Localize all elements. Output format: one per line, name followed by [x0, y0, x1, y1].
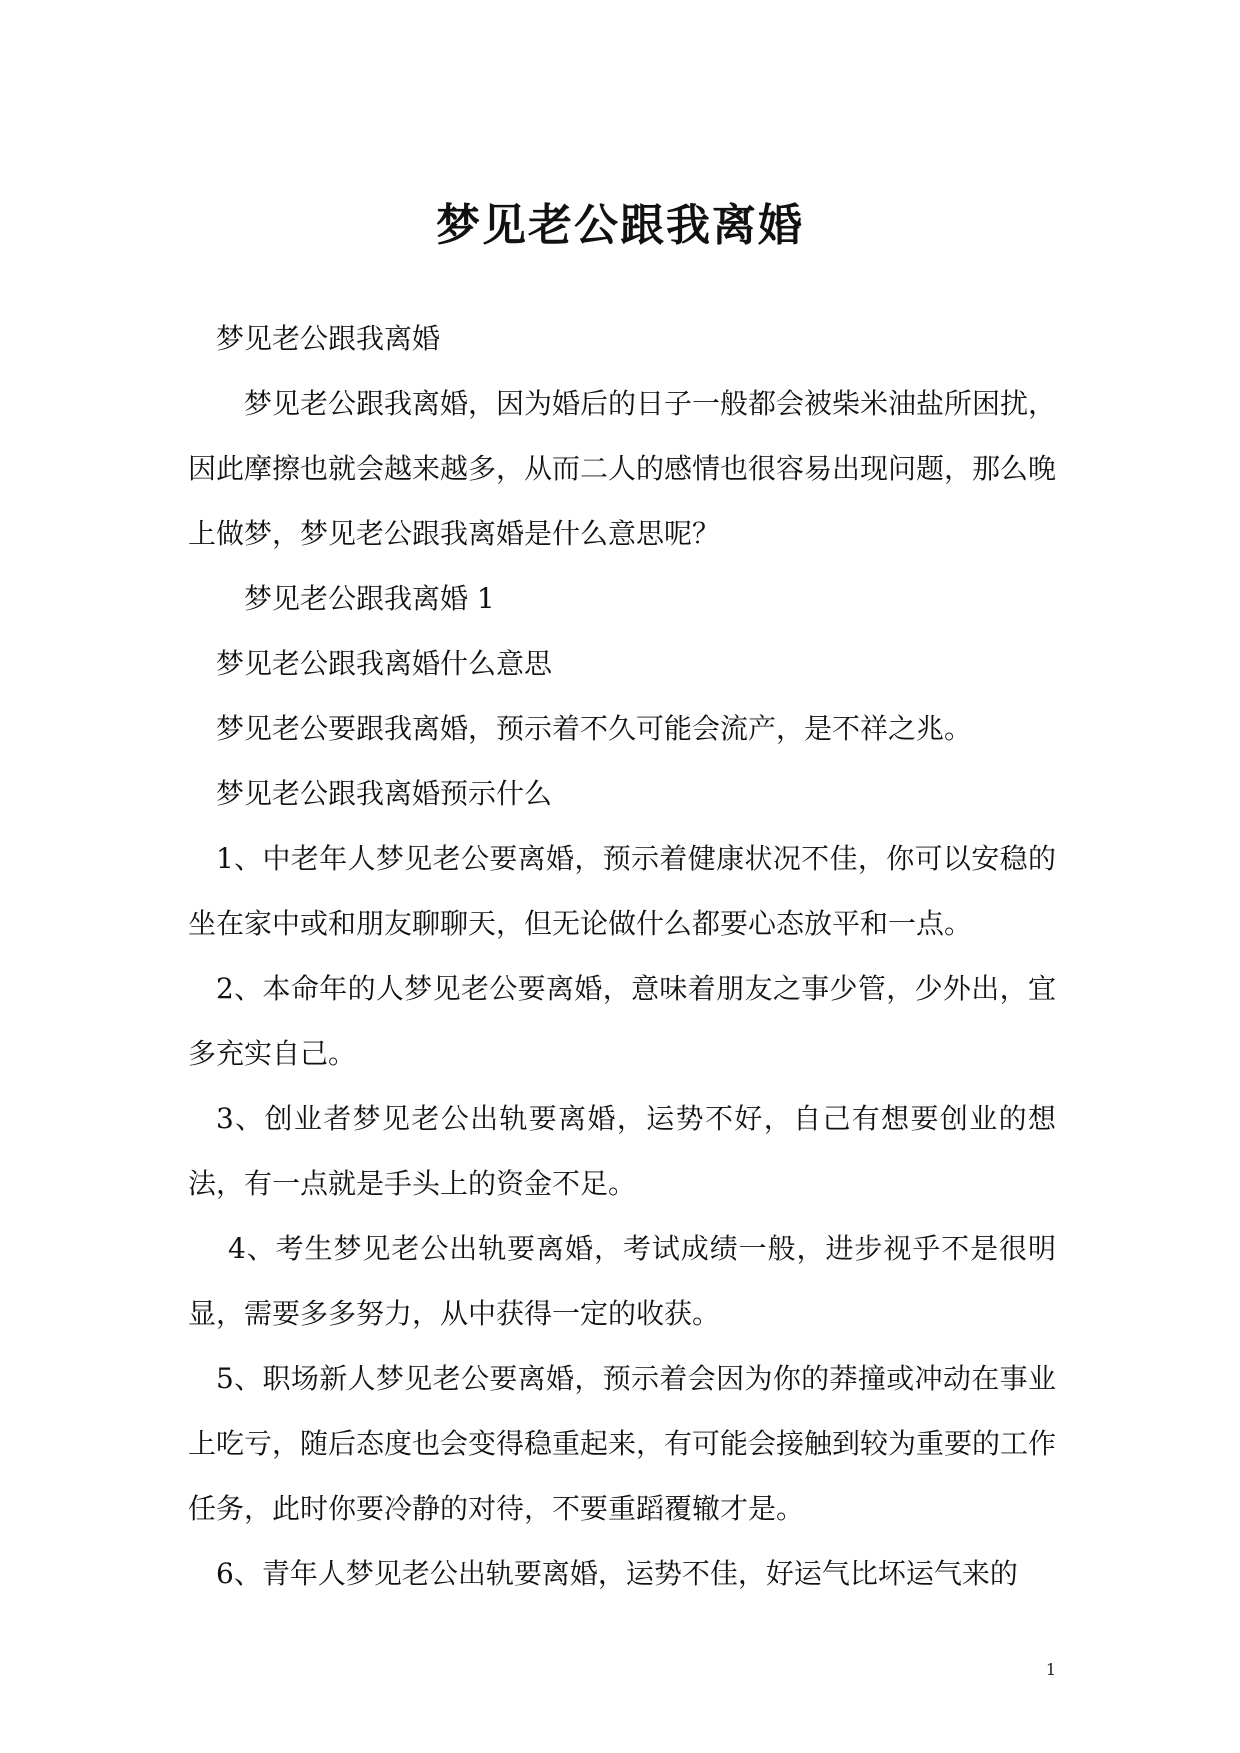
paragraph-item-5: 5、职场新人梦见老公要离婚，预示着会因为你的莽撞或冲动在事业上吃亏，随后态度也会变得稳重起来，有可能会接触到较为重要的工作任务，此时你要冷静的对待，不要重蹈覆辙才是。 — [188, 1362, 1057, 1525]
paragraph-section-heading: 梦见老公跟我离婚 1 — [244, 582, 495, 615]
document-title: 梦见老公跟我离婚 — [436, 200, 804, 251]
paragraph-item-3: 3、创业者梦见老公出轨要离婚，运势不好，自己有想要创业的想法，有一点就是手头上的资金不足。 — [188, 1102, 1056, 1200]
paragraph-item-6: 6、青年人梦见老公出轨要离婚，运势不佳，好运气比坏运气来的 — [216, 1557, 1018, 1590]
paragraph-item-1: 1、中老年人梦见老公要离婚，预示着健康状况不佳，你可以安稳的坐在家中或和朋友聊聊天，但无论做什么都要心态放平和一点。 — [188, 842, 1056, 940]
paragraph-meaning: 梦见老公要跟我离婚，预示着不久可能会流产，是不祥之兆。 — [216, 712, 973, 745]
paragraph-item-4: 4、考生梦见老公出轨要离婚，考试成绩一般，进步视乎不是很明显，需要多多努力，从中获得一定的收获。 — [188, 1232, 1056, 1330]
paragraph-intro: 梦见老公跟我离婚，因为婚后的日子一般都会被柴米油盐所困扰，因此摩擦也就会越来越多，从而二人的感情也很容易出现问题，那么晚上做梦，梦见老公跟我离婚是什么意思呢？ — [188, 387, 1057, 550]
document-body — [188, 306, 1056, 1606]
page-number: 1 — [1045, 1660, 1056, 1679]
paragraph-omen-heading: 梦见老公跟我离婚预示什么 — [216, 777, 553, 810]
paragraph-item-2: 2、本命年的人梦见老公要离婚，意味着朋友之事少管，少外出，宜多充实自己。 — [188, 972, 1056, 1070]
paragraph-subtitle: 梦见老公跟我离婚 — [216, 322, 441, 355]
paragraph-meaning-heading: 梦见老公跟我离婚什么意思 — [216, 647, 553, 680]
